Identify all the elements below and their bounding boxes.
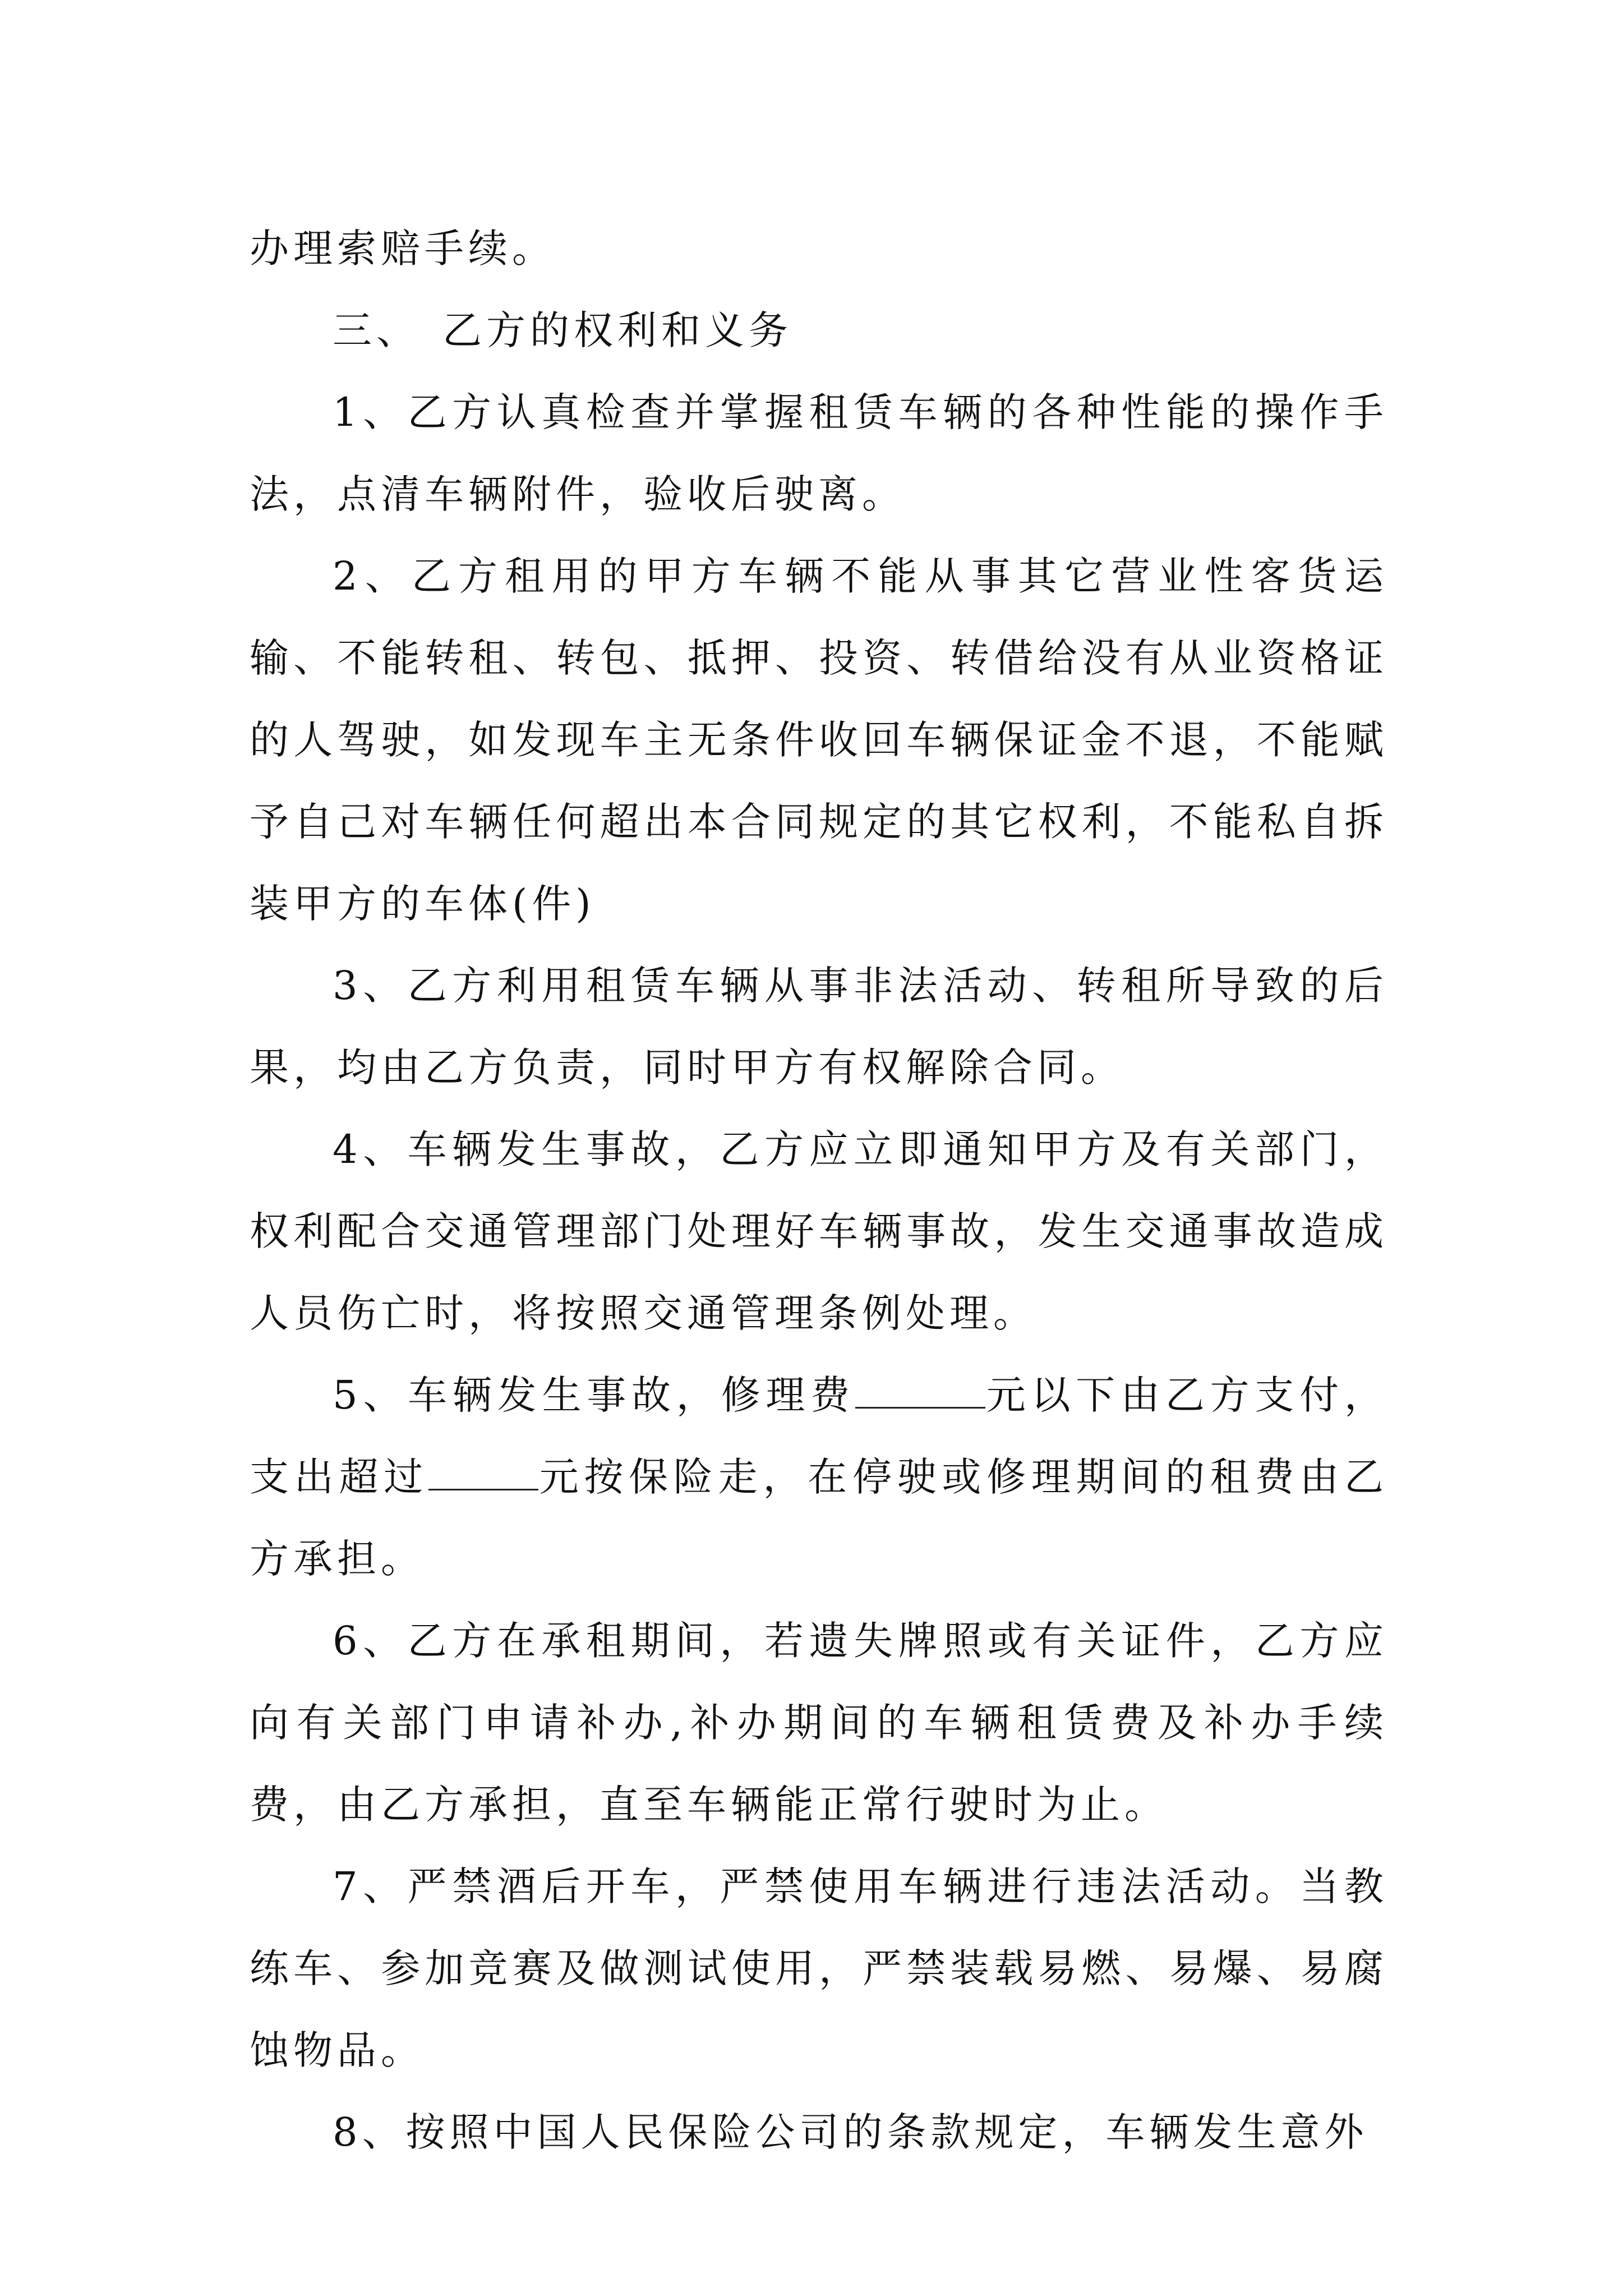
excess-amount-blank bbox=[428, 1456, 538, 1490]
clause-5-part-a: 5、车辆发生事故，修理费 bbox=[333, 1372, 855, 1418]
clause-5 bbox=[250, 1354, 1388, 1600]
clause-7: 7、严禁酒后开车，严禁使用车辆进行违法活动。当教练车、参加竞赛及做测试使用，严禁装载易燃、易爆、易腐蚀物品。 bbox=[250, 1864, 1388, 2073]
clause-8: 8、按照中国人民保险公司的条款规定，车辆发生意外 bbox=[333, 2109, 1368, 2155]
section-title: 乙方的权利和义务 bbox=[442, 307, 792, 353]
section-number: 三、 bbox=[333, 307, 420, 353]
clause-4: 4、车辆发生事故，乙方应立即通知甲方及有关部门，权利配合交通管理部门处理好车辆事故，发生交通事故造成人员伤亡时，将按照交通管理条例处理。 bbox=[250, 1126, 1388, 1336]
section-heading bbox=[250, 289, 1388, 371]
clause-6: 6、乙方在承租期间，若遗失牌照或有关证件，乙方应向有关部门申请补办,补办期间的车辆租赁费及补办手续费，由乙方承担，直至车辆能正常行驶时为止。 bbox=[250, 1618, 1388, 1828]
clause-1: 1、乙方认真检查并掌握租赁车辆的各种性能的操作手法，点清车辆附件，验收后驶离。 bbox=[250, 389, 1388, 517]
repair-fee-blank bbox=[855, 1374, 985, 1409]
clause-5-part-b: 元以下由乙方支付，支出超过 bbox=[250, 1372, 1388, 1500]
document-body bbox=[250, 208, 1388, 2173]
paragraph-claim-procedure: 办理索赔手续。 bbox=[250, 226, 556, 272]
clause-5-part-c: 元按保险走，在停驶或修理期间的租费由乙方承担。 bbox=[250, 1454, 1389, 1582]
clause-2: 2、乙方租用的甲方车辆不能从事其它营业性客货运输、不能转租、转包、抵押、投资、转借给没有从业资格证的人驾驶，如发现车主无条件收回车辆保证金不退，不能赋予自己对车辆任何超出本合同规定的其它权利，不能私自拆装甲方的车体(件) bbox=[250, 553, 1388, 927]
clause-3: 3、乙方利用租赁车辆从事非法活动、转租所导致的后果，均由乙方负责，同时甲方有权解除合同。 bbox=[250, 963, 1388, 1091]
